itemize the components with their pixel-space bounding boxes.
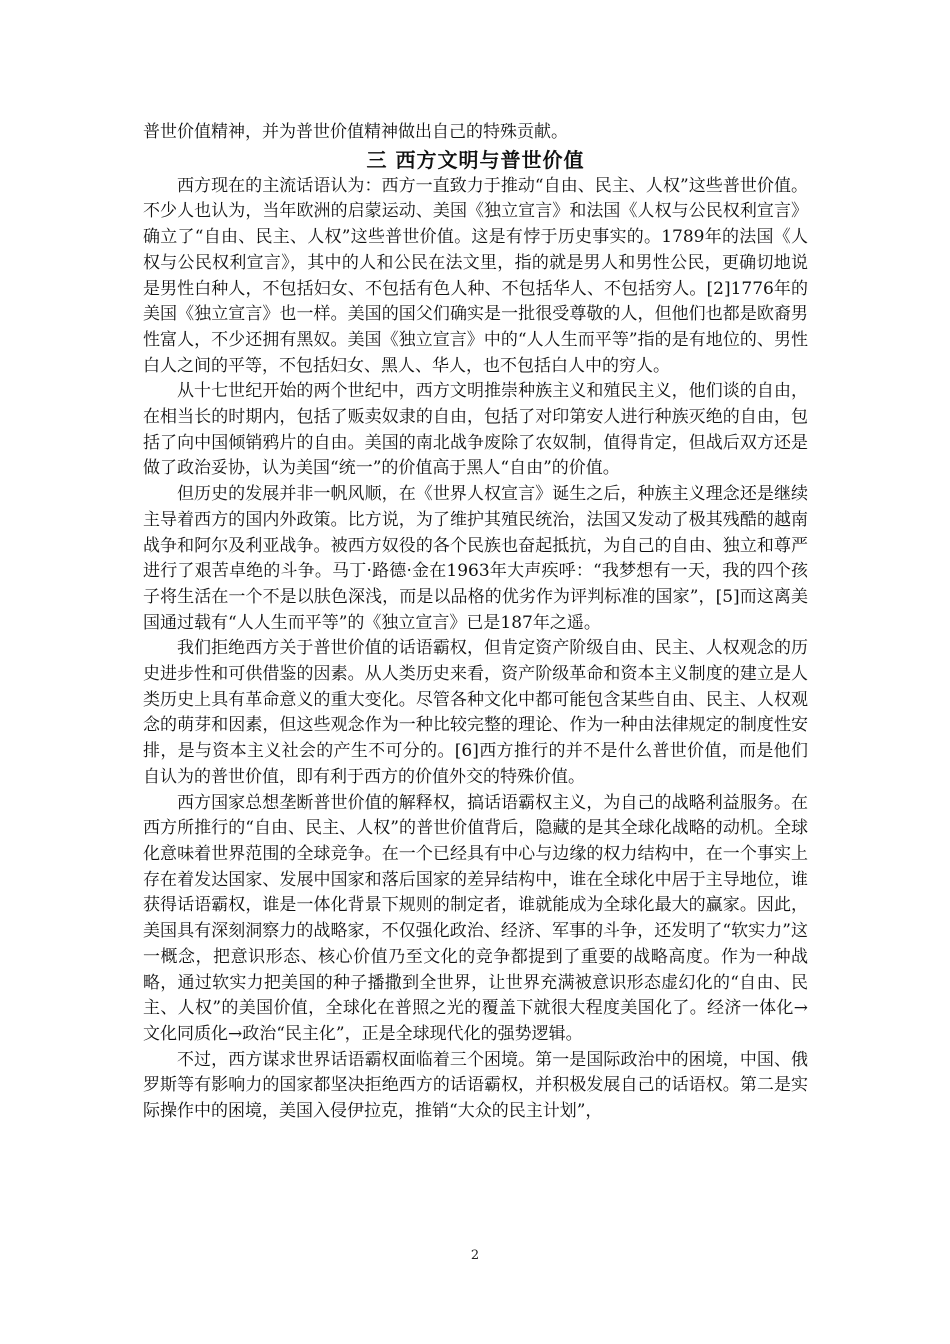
page-number: 2 xyxy=(470,1248,480,1263)
document-page xyxy=(143,120,808,1125)
section-heading: 三 西方文明与普世价值 xyxy=(366,147,585,172)
body-paragraph: 但历史的发展并非一帆风顺，在《世界人权宣言》诞生之后，种族主义理念还是继续主导着西方的国内外政策。比方说，为了维护其殖民统治，法国又发动了极其残酷的越南战争和阿尔及利亚战争。被西方奴役的各个民族也奋起抵抗，为自己的自由、独立和尊严进行了艰苦卓绝的斗争。马丁·路德·金在1963年大声疾呼：“我梦想有一天，我的四个孩子将生活在一个不是以肤色深浅，而是以品格的优劣作为评判标准的国家”，[5]而这离美国通过载有“人人生而平等”的《独立宣言》已是187年之遥。 xyxy=(143,484,808,633)
body-paragraph: 西方国家总想垄断普世价值的解释权，搞话语霸权主义，为自己的战略利益服务。在西方所推行的“自由、民主、人权”的普世价值背后，隐藏的是其全球化战略的动机。全球化意味着世界范围的全球竞争。在一个已经具有中心与边缘的权力结构中，在一个事实上存在着发达国家、发展中国家和落后国家的差异结构中，谁在全球化中居于主导地位，谁获得话语霸权，谁是一体化背景下规则的制定者，谁就能成为全球化最大的赢家。因此，美国具有深刻洞察力的战略家，不仅强化政治、经济、军事的斗争，还发明了“软实力”这一概念，把意识形态、核心价值乃至文化的竞争都提到了重要的战略高度。作为一种战略，通过软实力把美国的种子播撒到全世界，让世界充满被意识形态虚幻化的“自由、民主、人权”的美国价值，全球化在普照之光的覆盖下就很大程度美国化了。经济一体化→文化同质化→政治“民主化”，正是全球现代化的强势逻辑。 xyxy=(143,792,808,1044)
body-paragraph: 不过，西方谋求世界话语霸权面临着三个困境。第一是国际政治中的困境，中国、俄罗斯等有影响力的国家都坚决拒绝西方的话语霸权，并积极发展自己的话语权。第二是实际操作中的困境，美国入侵伊拉克，推销“大众的民主计划”， xyxy=(143,1049,808,1122)
continuation-paragraph: 普世价值精神，并为普世价值精神做出自己的特殊贡献。 xyxy=(143,122,568,142)
body-paragraph: 我们拒绝西方关于普世价值的话语霸权，但肯定资产阶级自由、民主、人权观念的历史进步性和可供借鉴的因素。从人类历史来看，资产阶级革命和资本主义制度的建立是人类历史上具有革命意义的重大变化。尽管各种文化中都可能包含某些自由、民主、人权观念的萌芽和因素，但这些观念作为一种比较完整的理论、作为一种由法律规定的制度性安排，是与资本主义社会的产生不可分的。[6]西方推行的并不是什么普世价值，而是他们自认为的普世价值，即有利于西方的价值外交的特殊价值。 xyxy=(143,638,808,787)
body-paragraph: 西方现在的主流话语认为：西方一直致力于推动“自由、民主、人权”这些普世价值。不少人也认为，当年欧洲的启蒙运动、美国《独立宣言》和法国《人权与公民权利宣言》确立了“自由、民主、人权”这些普世价值。这是有悖于历史事实的。1789年的法国《人权与公民权利宣言》，其中的人和公民在法文里，指的就是男人和男性公民，更确切地说是男性白种人，不包括妇女、不包括有色人种、不包括华人、不包括穷人。[2]1776年的美国《独立宣言》也一样。美国的国父们确实是一批很受尊敬的人，但他们也都是欧裔男性富人，不少还拥有黑奴。美国《独立宣言》中的“人人生而平等”指的是有地位的、男性白人之间的平等，不包括妇女、黑人、华人，也不包括白人中的穷人。 xyxy=(143,175,808,376)
body-paragraph: 从十七世纪开始的两个世纪中，西方文明推崇种族主义和殖民主义，他们谈的自由，在相当长的时期内，包括了贩卖奴隶的自由，包括了对印第安人进行种族灭绝的自由，包括了向中国倾销鸦片的自由。美国的南北战争废除了农奴制，值得肯定，但战后双方还是做了政治妥协，认为美国“统一”的价值高于黑人“自由”的价值。 xyxy=(143,381,808,479)
